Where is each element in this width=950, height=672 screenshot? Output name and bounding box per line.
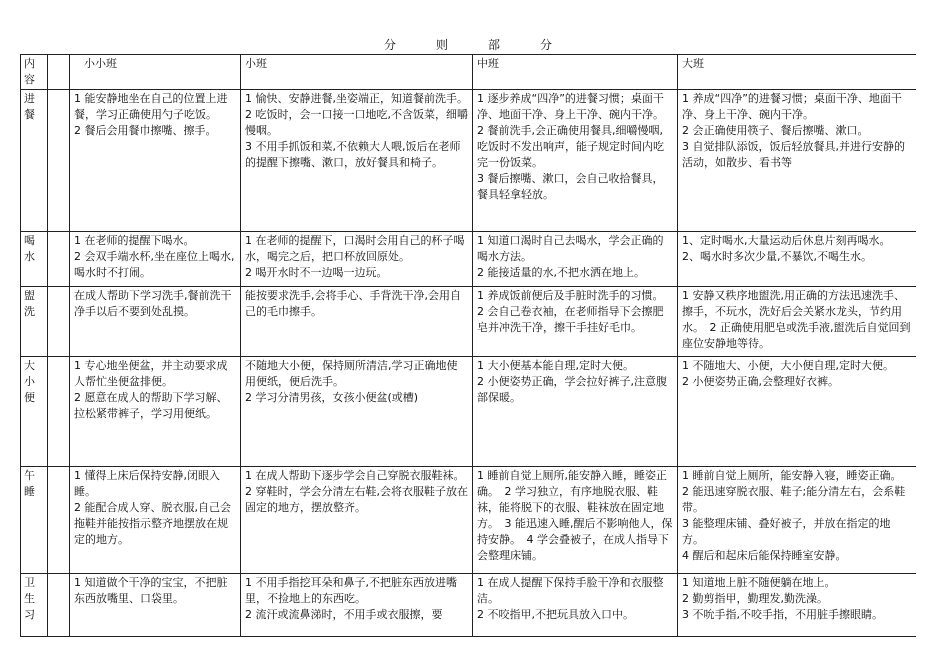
cell-paragraph: 2 小便姿势正确，学会拉好裤子,注意腹部保暖。: [477, 375, 667, 404]
cell-paragraph: 2 会正确使用筷子、餐后擦嘴、漱口。: [682, 124, 869, 137]
cell-paragraph: 2 能配合成人穿、脱衣服,自己会拖鞋并能按指示整齐地摆放在规定的地方。: [74, 501, 231, 546]
cell-paragraph: 3 自觉排队添饭，饭后轻放餐具,并进行安静的活动，如散步、看书等: [682, 140, 905, 169]
cell-paragraph: 2 学习分清男孩，女孩小便盆(或槽): [245, 391, 419, 404]
table-cell: [241, 357, 473, 467]
cell-paragraph: 1 能安静地坐在自己的位置上进餐，学习正确使用勺子吃饭。: [74, 92, 228, 121]
table-cell: [241, 232, 473, 287]
cell-paragraph: 2 吃饭时，会一口接一口地吃,不含饭菜，细嚼慢咽。: [245, 108, 468, 137]
row-category: 午睡: [21, 467, 48, 574]
rules-table-container: [20, 54, 916, 672]
header-xiao: 小班: [241, 55, 473, 90]
cell-paragraph: 2 会双手端水杯,坐在座位上喝水,喝水时不打闹。: [74, 250, 235, 279]
table-cell: [241, 287, 473, 357]
header-content: 内容: [21, 55, 48, 90]
cell-paragraph: 1 不随地大、小便，大小便自理,定时大便。: [682, 359, 894, 372]
cell-paragraph: 1 逐步养成“四净”的进餐习惯；桌面干净、地面干净、身上干净、碗内干净。: [477, 92, 664, 121]
page-title: 分 则 部 分: [383, 38, 566, 52]
cell-paragraph: 2 不咬指甲,不把玩具放入口中。: [477, 608, 634, 621]
cell-paragraph: 1 在老师的提醒下喝水。: [74, 234, 195, 247]
blank-cell: [48, 232, 70, 287]
cell-paragraph: 1 养成饭前便后及手脏时洗手的习惯。: [477, 289, 664, 302]
cell-paragraph: 3 不吮手指,不咬手指，不用脏手擦眼睛。: [682, 608, 883, 621]
table-cell: [678, 232, 917, 287]
cell-paragraph: 1 知道做个干净的宝宝，不把脏东西放嘴里、口袋里。: [74, 576, 228, 605]
table-cell: [70, 467, 241, 574]
blank-cell: [48, 90, 70, 232]
blank-cell: [48, 357, 70, 467]
table-cell: [678, 467, 917, 574]
table-cell: [473, 574, 678, 637]
table-row-washing: [21, 287, 917, 357]
header-row: [21, 55, 917, 90]
table-body: [21, 90, 917, 637]
cell-paragraph: 4 醒后和起床后能保持睡室安静。: [682, 549, 847, 562]
row-category: 卫生习: [21, 574, 48, 637]
table-cell: [241, 574, 473, 637]
table-row-napping: [21, 467, 917, 574]
header-zhong: 中班: [473, 55, 678, 90]
cell-paragraph: 1 睡前自觉上厕所，能安静入寝，睡姿正确。: [682, 469, 902, 482]
cell-paragraph: 2 小便姿势正确,会整理好衣裤。: [682, 375, 839, 388]
cell-paragraph: 1 安静又秩序地盥洗,用正确的方法迅速洗手、擦手，不玩水，洗好后会关紧水龙头，节约用水。 2 正确使用肥皂或洗手液,盥洗后自觉回到座位安静地等待。: [682, 289, 911, 350]
row-category: 喝水: [21, 232, 48, 287]
table-cell: [678, 287, 917, 357]
row-category: 大小便: [21, 357, 48, 467]
cell-paragraph: 不随地大小便，保持厕所清洁,学习正确地使用便纸，便后洗手。: [245, 359, 458, 388]
cell-paragraph: 3 能整理床铺、叠好被子，并放在指定的地方。: [682, 517, 891, 546]
table-cell: [70, 232, 241, 287]
cell-paragraph: 1 养成“四净”的进餐习惯；桌面干净、地面干净、身上干净、碗内干净。: [682, 92, 902, 121]
header-blank: [48, 55, 70, 90]
header-xiaoxiao: 小小班: [70, 55, 241, 90]
cell-paragraph: 2 穿鞋时，学会分清左右鞋,会将衣服鞋子放在固定的地方，摆放整齐。: [245, 485, 468, 514]
blank-cell: [48, 287, 70, 357]
row-category: 进餐: [21, 90, 48, 232]
cell-paragraph: 1 睡前自觉上厕所,能安静入睡，睡姿正确。 2 学习独立，有序地脱衣服、鞋袜，能将脱下的衣服、鞋袜放在固定地方。 3 能迅速入睡,醒后不影响他人，保持安静。 4 学会叠被子，在成人指导下会整理床铺。: [477, 469, 673, 562]
table-cell: [70, 574, 241, 637]
cell-paragraph: 1 大小便基本能自理,定时大便。: [477, 359, 634, 372]
table-cell: [678, 357, 917, 467]
cell-paragraph: 2 喝开水时不一边喝一边玩。: [245, 266, 388, 279]
cell-paragraph: 2 餐前洗手,会正确使用餐具,细嚼慢咽,吃饭时不发出响声，能子规定时间内吃完一份饭菜。: [477, 124, 664, 169]
table-cell: [473, 232, 678, 287]
cell-paragraph: 1 知道口渴时自己去喝水，学会正确的喝水方法。: [477, 234, 664, 263]
blank-cell: [48, 467, 70, 574]
row-category: 盥洗: [21, 287, 48, 357]
cell-paragraph: 在成人帮助下学习洗手,餐前洗干净手以后不要到处乱摸。: [74, 289, 232, 318]
table-cell: [473, 287, 678, 357]
cell-paragraph: 2 能迅速穿脱衣服、鞋子;能分清左右，会系鞋带。: [682, 485, 906, 514]
table-cell: [70, 90, 241, 232]
cell-paragraph: 2 会自己卷衣袖，在老师指导下会擦肥皂并冲洗干净，擦干手挂好毛巾。: [477, 305, 664, 334]
cell-paragraph: 1 在老师的提醒下，口渴时会用自己的杯子喝水，喝完之后，把口杯放回原处。: [245, 234, 465, 263]
table-cell: [241, 467, 473, 574]
cell-paragraph: 1 不用手指挖耳朵和鼻子,不把脏东西放进嘴里，不捡地上的东西吃。: [245, 576, 457, 605]
cell-paragraph: 2 愿意在成人的帮助下学习解、拉松紧带裤子，学习用便纸。: [74, 391, 228, 420]
table-cell: [70, 287, 241, 357]
cell-paragraph: 能按要求洗手,会将手心、手背洗干净,会用自己的毛巾擦手。: [245, 289, 461, 318]
cell-paragraph: 3 餐后擦嘴、漱口，会自己收拾餐具，餐具轻拿轻放。: [477, 172, 664, 201]
table-row-eating: [21, 90, 917, 232]
cell-paragraph: 3 不用手抓饭和菜,不依赖大人喂,饭后在老师的提醒下擦嘴、漱口，放好餐具和椅子。: [245, 140, 461, 169]
table-cell: [678, 90, 917, 232]
table-row-hygiene: [21, 574, 917, 637]
table-cell: [241, 90, 473, 232]
cell-paragraph: 1 愉快、安静进餐,坐姿端正，知道餐前洗手。: [245, 92, 468, 105]
table-cell: [473, 467, 678, 574]
cell-paragraph: 1 在成人帮助下逐步学会自己穿脱衣服鞋袜。: [245, 469, 465, 482]
table-row-toileting: [21, 357, 917, 467]
cell-paragraph: 1 懂得上床后保持安静,闭眼入睡。: [74, 469, 220, 498]
rules-table: [20, 54, 916, 637]
table-row-drinking: [21, 232, 917, 287]
cell-paragraph: 1、定时喝水,大量运动后休息片刻再喝水。: [682, 234, 891, 247]
table-cell: [473, 357, 678, 467]
cell-paragraph: 2 餐后会用餐巾擦嘴、擦手。: [74, 124, 217, 137]
table-cell: [473, 90, 678, 232]
cell-paragraph: 1 专心地坐便盆，并主动要求成人帮忙坐便盆排便。: [74, 359, 228, 388]
cell-paragraph: 2 勤剪指甲，勤理发,勤洗澡。: [682, 592, 828, 605]
blank-cell: [48, 574, 70, 637]
cell-paragraph: 2 能接适量的水,不把水洒在地上。: [477, 266, 645, 279]
table-cell: [70, 357, 241, 467]
cell-paragraph: 2 流汗或流鼻涕时，不用手或衣服擦，要: [245, 608, 443, 621]
cell-paragraph: 2、喝水时多次少量,不暴饮,不喝生水。: [682, 250, 872, 263]
header-da: 大班: [678, 55, 917, 90]
cell-paragraph: 1 在成人提醒下保持手脸干净和衣服整洁。: [477, 576, 664, 605]
cell-paragraph: 1 知道地上脏不随便躺在地上。: [682, 576, 836, 589]
table-cell: [678, 574, 917, 637]
